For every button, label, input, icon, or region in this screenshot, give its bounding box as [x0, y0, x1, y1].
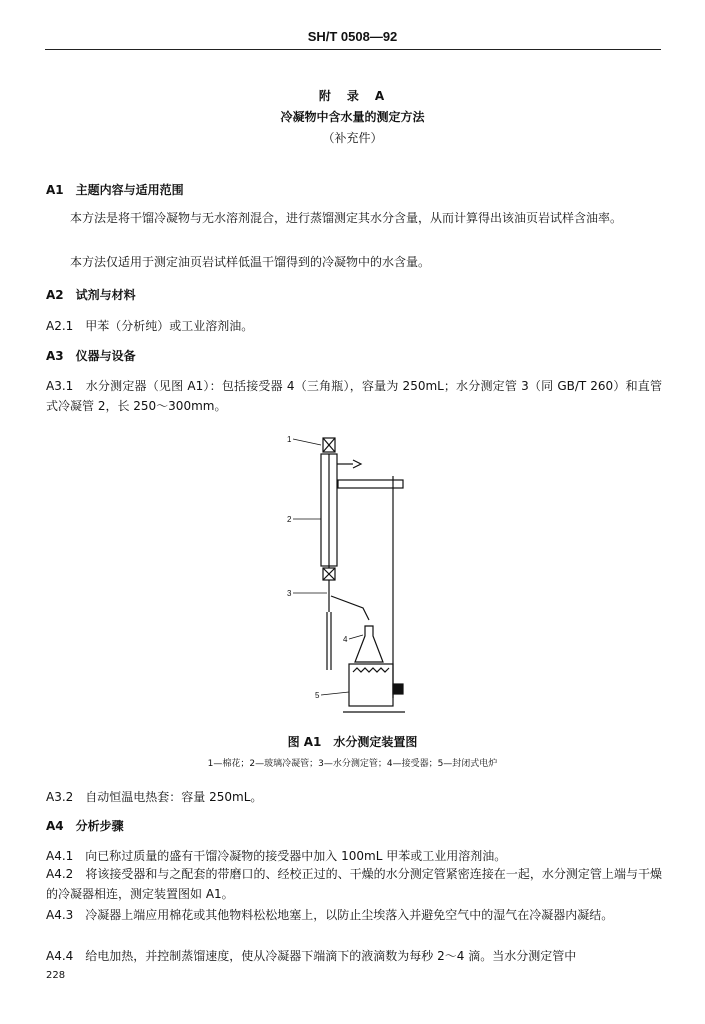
- side-arm: [331, 596, 369, 620]
- section-a3-1: A3.1 水分测定器（见图 A1）：包括接受器 4（三角瓶），容量为 250mL；水分测定管 3（同 GB/T 260）和直管式冷凝管 2，长 250～300mm。: [46, 379, 662, 413]
- page-number: 228: [46, 970, 66, 981]
- figure-title: 图 A1 水分测定装置图: [287, 735, 418, 749]
- section-a4-heading: A4 分析步骤: [46, 819, 124, 833]
- receiver-flask: [355, 626, 383, 662]
- section-a4-1: A4.1 向已称过质量的盛有干馏冷凝物的接受器中加入 100mL 甲苯或工业用溶剂油。: [46, 849, 507, 863]
- section-a2-heading: A2 试剂与材料: [46, 288, 136, 302]
- callout-3: 3: [287, 589, 292, 598]
- callout-2: 2: [287, 515, 292, 524]
- standard-number-header: SH/T 0508—92: [307, 29, 398, 44]
- section-a1-heading: A1 主题内容与适用范围: [46, 183, 184, 197]
- callout-4: 4: [343, 635, 348, 644]
- appendix-label: 附 录 A: [318, 89, 387, 103]
- section-a2-1: A2.1 甲苯（分析纯）或工业溶剂油。: [46, 319, 254, 333]
- callout-5: 5: [315, 691, 320, 700]
- section-a4-2: A4.2 将该接受器和与之配套的带磨口的、经校正过的、干燥的水分测定管紧密连接在一起，水分测定管上端与干燥的冷凝器相连，测定装置图如 A1。: [46, 867, 662, 901]
- section-a4-4: A4.4 给电加热，并控制蒸馏速度，使从冷凝器下端滴下的液滴数为每秒 2～4 滴。当水分测定管中: [46, 949, 577, 963]
- section-a3-2: A3.2 自动恒温电热套：容量 250mL。: [46, 790, 263, 804]
- header-rule: [45, 49, 661, 50]
- section-a3-heading: A3 仪器与设备: [46, 349, 136, 363]
- section-a1-paragraph-2: 本方法仅适用于测定油页岩试样低温干馏得到的冷凝物中的水含量。: [70, 255, 431, 269]
- appendix-title: 冷凝物中含水量的测定方法: [280, 110, 425, 124]
- apparatus-figure: [285, 430, 425, 725]
- section-a1-paragraph-1: 本方法是将干馏冷凝物与无水溶剂混合，进行蒸馏测定其水分含量，从而计算得出该油页岩试样含油率。: [70, 211, 623, 225]
- callout-1: 1: [287, 435, 292, 444]
- section-a4-3: A4.3 冷凝器上端应用棉花或其他物料松松地塞上，以防止尘埃落入并避免空气中的湿气在冷凝器内凝结。: [46, 908, 614, 922]
- figure-caption: 1—棉花；2—玻璃冷凝管；3—水分测定管；4—接受器；5—封闭式电炉: [207, 759, 498, 769]
- appendix-subtitle: （补充件）: [322, 131, 383, 145]
